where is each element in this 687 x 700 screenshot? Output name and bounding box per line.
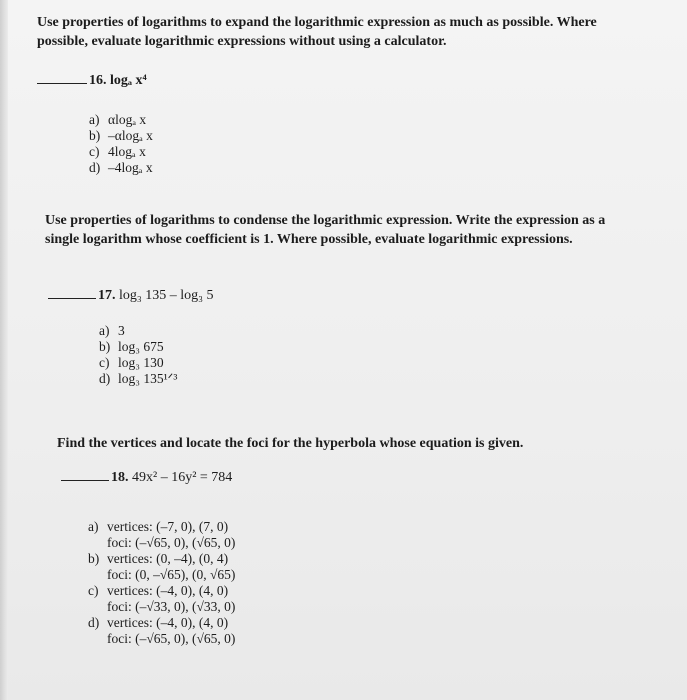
option-c[interactable] [89,144,153,160]
option-text: –αlogₐ x [108,128,153,143]
question-expression: 49x² – 16y² = 784 [132,470,233,485]
instructions-expand: Use properties of logarithms to expand the logarithmic expression as much as possible. Where possible, evaluate logarithmic expressions without using a calculator. [37,15,597,49]
option-a[interactable] [88,519,235,535]
question-expression: logₐ x⁴ [110,73,147,88]
question-16 [37,73,147,89]
question-18 [61,470,232,486]
option-d[interactable] [89,160,153,176]
question-expression: log₃ 135 – log₃ 5 [119,288,214,303]
option-text: αlogₐ x [108,112,147,127]
option-text: –4logₐ x [108,160,153,175]
option-label: d) [88,615,100,630]
option-label: c) [89,144,100,159]
option-b-foci: foci: (0, –√65), (0, √65) [107,567,236,582]
option-label: d) [99,371,111,386]
option-label: a) [99,323,110,338]
answer-blank-17[interactable] [48,298,96,299]
option-b[interactable] [99,339,177,355]
option-label: a) [88,519,99,534]
options-17 [99,323,177,387]
option-label: d) [89,160,101,175]
option-text: log₃ 130 [118,355,164,370]
options-16 [89,112,153,176]
option-vertices: vertices: (–7, 0), (7, 0) [107,519,229,534]
question-number: 16. [89,73,107,88]
option-c-foci: foci: (–√33, 0), (√33, 0) [107,599,236,614]
page-edge-shadow [0,0,8,700]
option-d[interactable] [99,371,177,387]
option-vertices: vertices: (–4, 0), (4, 0) [107,615,229,630]
question-17 [48,288,214,304]
question-number: 17. [98,288,116,303]
option-label: b) [88,551,100,566]
question-number: 18. [111,470,129,485]
option-d[interactable] [88,615,235,631]
option-c[interactable] [88,583,235,599]
answer-blank-16[interactable] [37,83,87,84]
option-a-foci: foci: (–√65, 0), (√65, 0) [107,535,236,550]
answer-blank-18[interactable] [61,480,109,481]
option-a[interactable] [99,323,177,339]
option-label: c) [88,583,99,598]
instructions-hyperbola: Find the vertices and locate the foci for the hyperbola whose equation is given. [57,436,524,451]
option-label: b) [89,128,101,143]
option-a[interactable] [89,112,153,128]
option-label: b) [99,339,111,354]
option-label: a) [89,112,100,127]
option-b[interactable] [88,551,235,567]
instructions-condense: Use properties of logarithms to condense the logarithmic expression. Write the expression as a single logarithm whose coefficient is 1. Where possible, evaluate logarithmic expressions. [45,213,606,247]
option-vertices: vertices: (–4, 0), (4, 0) [107,583,229,598]
option-label: c) [99,355,110,370]
option-vertices: vertices: (0, –4), (0, 4) [107,551,229,566]
option-text: 3 [118,323,125,338]
option-d-foci: foci: (–√65, 0), (√65, 0) [107,631,236,646]
options-18 [88,519,235,647]
option-text: log₃ 135¹ᐟ³ [118,371,178,386]
option-b[interactable] [89,128,153,144]
option-text: log₃ 675 [118,339,164,354]
option-text: 4logₐ x [108,144,146,159]
option-c[interactable] [99,355,177,371]
